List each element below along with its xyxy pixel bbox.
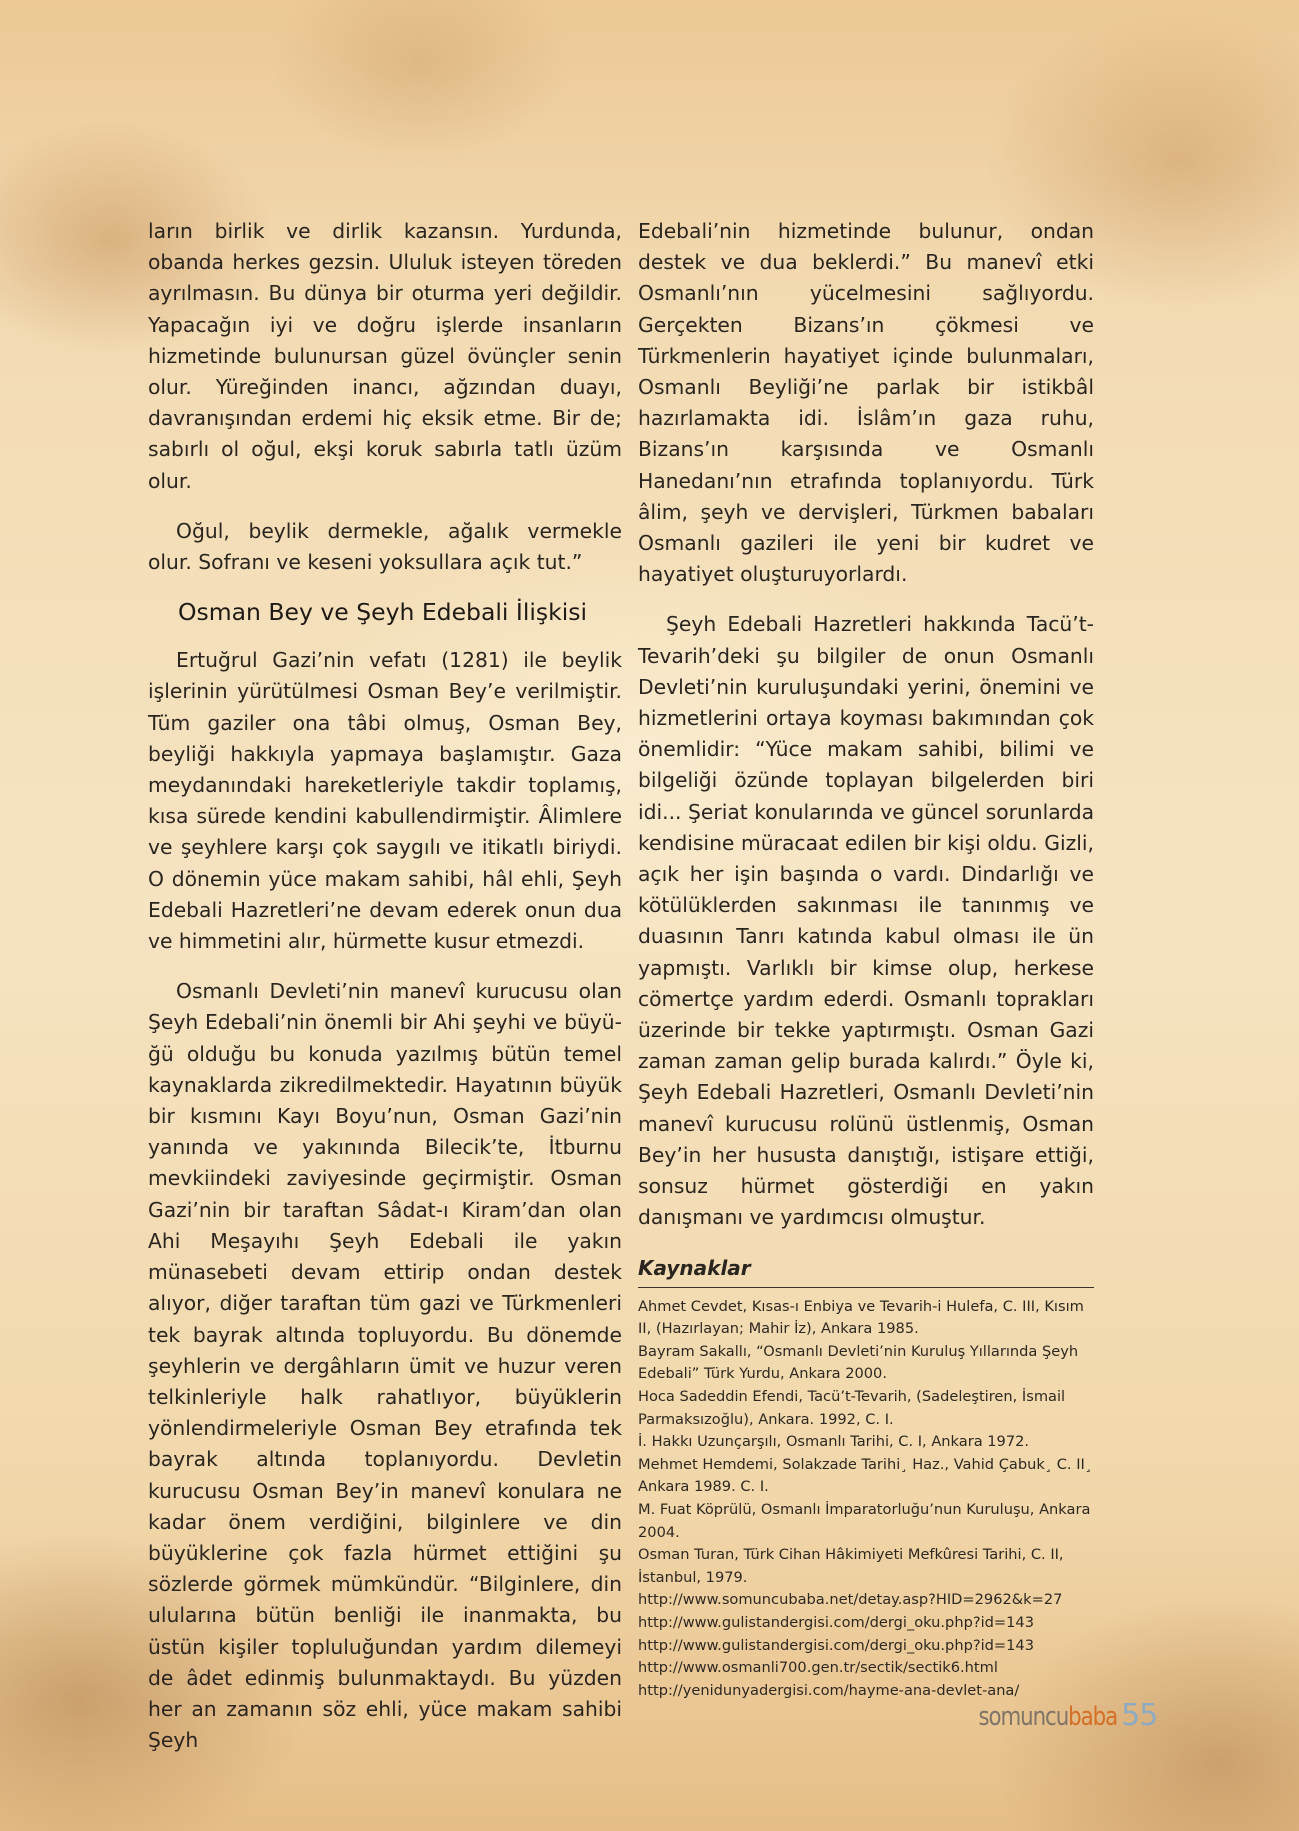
- body-paragraph: Oğul, beylik dermekle, ağalık vermekle olur. Sofranı ve keseni yoksullara açık tut.”: [148, 518, 622, 575]
- reference-link[interactable]: http://www.osmanli700.gen.tr/sectik/sectik6.html: [638, 1659, 998, 1677]
- body-paragraph: Edebali’nin hizmetinde bulunur, ondan destek ve dua beklerdi.” Bu manevî etki Osmanlı’nın yücelmesini sağlıyordu. Gerçekten Bizans’ın çökmesi ve Türkmenlerin hayatiyet içinde bulunmaları, Osmanlı Beyliği’ne parlak bir istikbâl hazırlamakta idi. İslâm’ın gaza ruhu, Bizans’ın karşısında ve Osmanlı Hanedanı’nın etrafında toplanıyordu. Türk âlim, şeyh ve dervişleri, Türkmen babaları Osmanlı gazileri ile yeni bir kudret ve hayatiyet oluşturuyorlardı.: [638, 219, 1094, 587]
- body-paragraph: Osmanlı Devleti’nin manevî kurucusu olan Şeyh Edebali’nin önemli bir Ahi şeyhi ve büyüğü olduğu bu konuda yazılmış bütün temel kaynaklarda zikredilmektedir. Hayatının büyük bir kısmını Kayı Boyu’nun, Osman Gazi’nin yanında ve yakınında Bilecik’te, İtburnu mevkiindeki zaviyesinde geçirmiştir. Osman Gazi’nin bir taraftan Sâdat-ı Kiram’dan olan Ahi Meşayıhı Şeyh Edebali ile yakın münasebeti devam ettirip ondan destek alıyor, diğer taraftan tüm gazi ve Türkmenleri tek bayrak altında topluyordu. Bu dönemde şeyhlerin ve dergâhların ümit ve huzur veren telkinleriyle halk rahatlıyor, büyüklerin yönlendirmeleriyle Osman Bey etrafında tek bayrak altında toplanıyordu. Devletin kurucusu Osman Bey’in manevî konulara ne kadar önem verdiğini, bilginlere ve din büyüklerine çok fazla hürmet ettiğini şu sözlerde görmek mümkündür. “Bilginlere, din ulularına bütün benliği ile inanmakta, bu üstün kişiler topluluğundan yardım dilemeyi de âdet edinmiş bulunmaktaydı. Bu yüzden her an zamanın söz ehli, yüce makam sahibi Şeyh: [148, 979, 622, 1753]
- reference-item: İ. Hakkı Uzunçarşılı, Osmanlı Tarihi, C. I, Ankara 1972.: [638, 1433, 1030, 1451]
- body-paragraph: ların birlik ve dirlik kazansın. Yurdunda, obanda herkes gezsin. Ululuk isteyen töreden ayrılmasın. Bu dünya bir oturma yeri değildir. Yapacağın iyi ve doğru işlerde insanların hizmetinde bulunursan güzel övünçler senin olur. Yüreğinden inancı, ağzından duayı, davranışından erdemi hiç eksik etme. Bir de; sabırlı ol oğul, ekşi koruk sabırla tatlı üzüm olur.: [148, 219, 622, 493]
- body-paragraph: Şeyh Edebali Hazretleri hakkında Tacü’t-Tevarih’deki şu bilgiler de onun Osmanlı Devleti’nin kuruluşundaki yerini, önemini ve hizmetlerini ortaya koyması bakımından çok önemlidir: “Yüce makam sahibi, bilimi ve bilgeliği özünde toplayan bilgelerden biri idi... Şeriat konularında ve güncel sorunlarda kendisine müracaat edilen bir kişi oldu. Gizli, açık her işin başında o vardı. Dindarlığı ve kötülüklerden sakınması ile tanınmış ve duasının Tanrı katında kabul olması ile ün yapmıştı. Varlıklı bir kimse olup, herkese cömertçe yardım ederdi. Osmanlı toprakları üzerinde bir tekke yaptırmıştı. Osman Gazi zaman zaman gelip burada kalırdı.” Öyle ki, Şeyh Edebali Hazretleri, Osmanlı Devleti’nin manevî kurucusu rolünü üstlenmiş, Osman Bey’in her hususta danıştığı, istişare ettiği, sonsuz hürmet gösterdiği en yakın danışmanı ve yardımcısı olmuştur.: [638, 612, 1094, 1230]
- reference-link[interactable]: http://www.gulistandergisi.com/dergi_oku.php?id=143: [638, 1636, 1034, 1654]
- reference-item: Mehmet Hemdemi, Solakzade Tarihi¸ Haz., Vahid Çabuk¸ C. II¸ Ankara 1989. C. I.: [638, 1455, 1093, 1496]
- left-column: [148, 216, 622, 1775]
- logo-part-somuncu: somuncu: [978, 1702, 1069, 1732]
- section-heading: Osman Bey ve Şeyh Edebali İlişkisi: [178, 598, 588, 627]
- reference-item: Hoca Sadeddin Efendi, Tacü’t-Tevarih, (Sadeleştiren, İsmail Parmaksızoğlu), Ankara. 1992, C. I.: [638, 1388, 1066, 1428]
- reference-link[interactable]: http://www.gulistandergisi.com/dergi_oku.php?id=143: [638, 1614, 1034, 1632]
- references-list: [638, 1296, 1094, 1703]
- references-title: Kaynaklar: [638, 1253, 1094, 1288]
- right-column: [638, 216, 1094, 1702]
- reference-link[interactable]: http://www.somuncubaba.net/detay.asp?HID=2962&k=27: [638, 1591, 1063, 1609]
- reference-item: Bayram Sakallı, “Osmanlı Devleti’nin Kuruluş Yıllarında Şeyh Edebali” Türk Yurdu, Ankara 2000.: [638, 1342, 1079, 1383]
- reference-item: M. Fuat Köprülü, Osmanlı İmparatorluğu’nun Kuruluşu, Ankara 2004.: [638, 1501, 1091, 1541]
- reference-item: Ahmet Cevdet, Kısas-ı Enbiya ve Tevarih-i Hulefa, C. III, Kısım II, (Hazırlayan; Mahir İz), Ankara 1985.: [638, 1297, 1084, 1338]
- magazine-logo: [978, 1702, 1117, 1732]
- reference-link[interactable]: http://yenidunyadergisi.com/hayme-ana-devlet-ana/: [638, 1681, 1020, 1699]
- reference-item: Osman Turan, Türk Cihan Hâkimiyeti Mefkûresi Tarihi, C. II, İstanbul, 1979.: [638, 1546, 1064, 1586]
- page-footer: [948, 1698, 1157, 1733]
- page-number: 55: [1121, 1698, 1158, 1733]
- logo-part-baba: baba: [1068, 1702, 1118, 1732]
- body-paragraph: Ertuğrul Gazi’nin vefatı (1281) ile beylik işlerinin yürütülmesi Osman Bey’e verilmiştir. Tüm gaziler ona tâbi olmuş, Osman Bey, beyliği hakkıyla yapmaya başlamıştır. Gaza meydanındaki hareketleriyle takdir toplamış, kısa sürede kendini kabullendirmiştir. Âlimlere ve şeyhlere karşı çok saygılı ve itikatlı biriydi. O dönemin yüce makam sahibi, hâl ehli, Şeyh Edebali Hazretleri’ne devam ederek onun dua ve himmetini alır, hürmette kusur etmezdi.: [148, 648, 622, 954]
- references-section: [638, 1253, 1094, 1703]
